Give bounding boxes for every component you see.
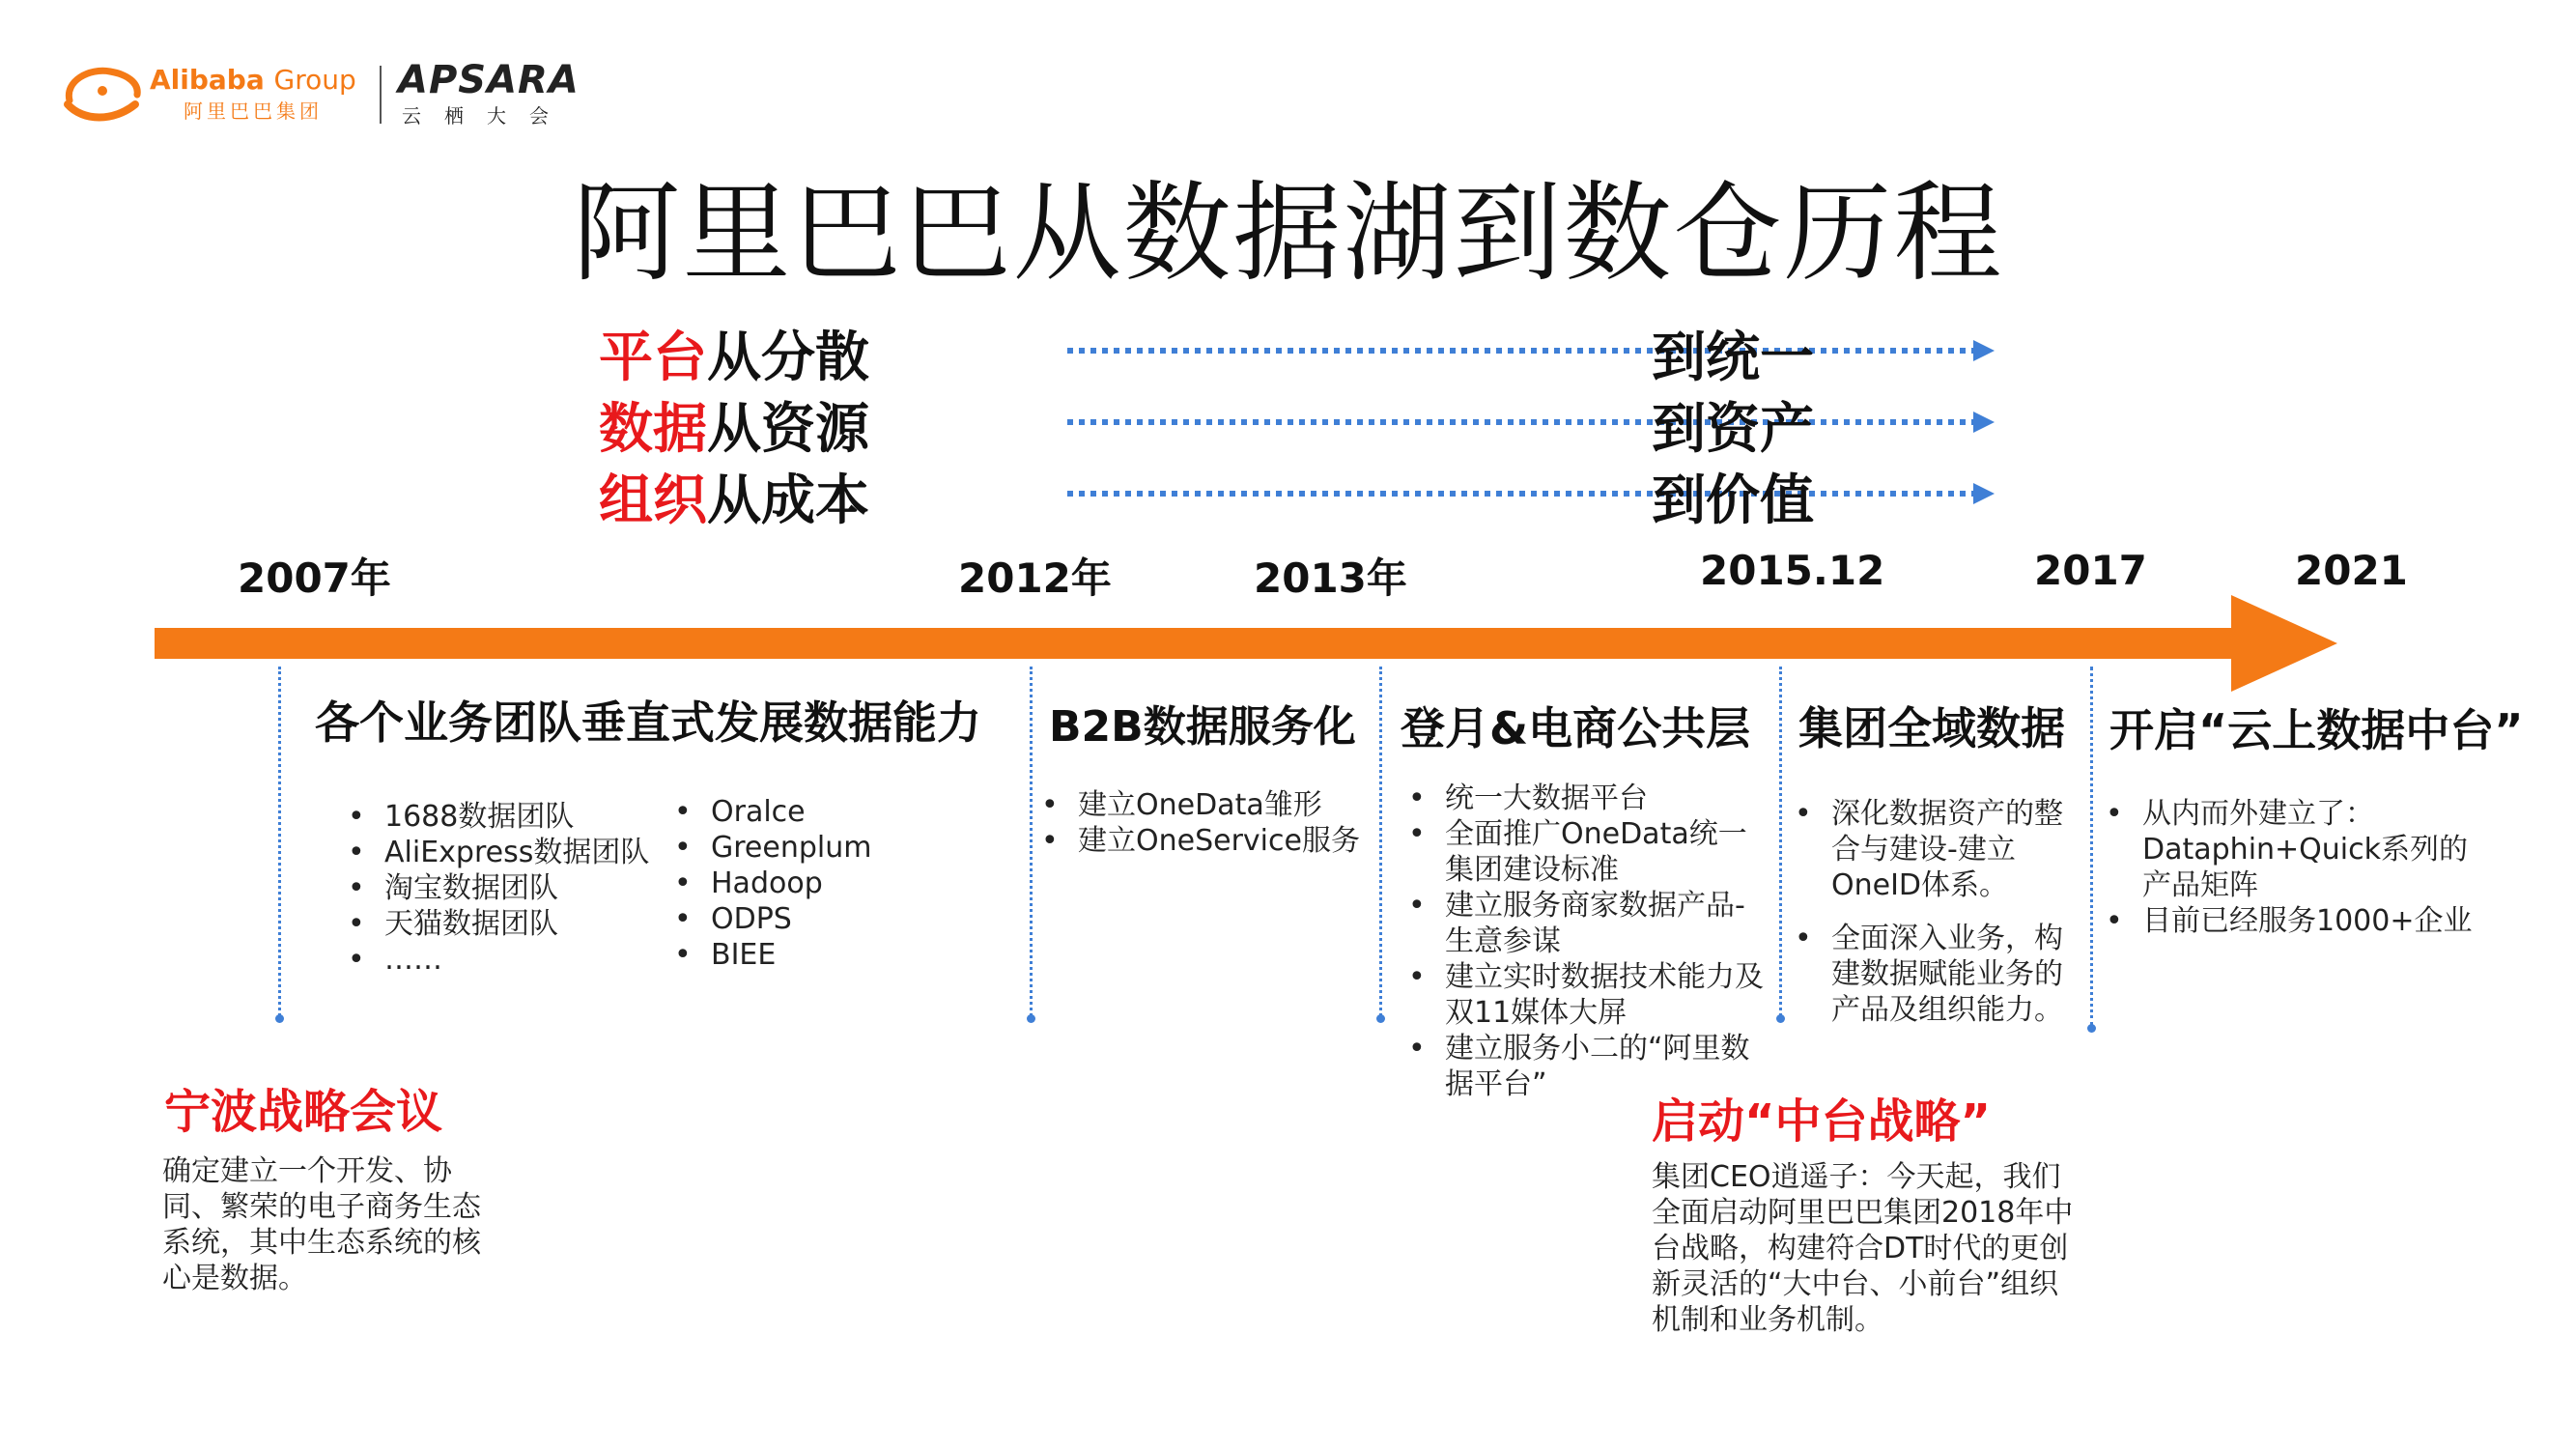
logo-divider [380, 66, 382, 124]
list-item: • 建立服务商家数据产品-生意参谋 [1408, 888, 1770, 959]
transition-row-org [599, 458, 1951, 532]
list-item: • ODPS [674, 901, 925, 937]
transition-from-text: 从分散 [707, 327, 869, 389]
transition-to: 到资产 [1652, 398, 1814, 461]
list-item: • 建立实时数据技术能力及双11媒体大屏 [1408, 959, 1770, 1031]
apsara-wordmark: APSARA [398, 58, 580, 102]
alibaba-smile-icon [60, 62, 145, 126]
event-title-ningbo: 宁波战略会议 [164, 1085, 443, 1139]
event-body-ningbo: 确定建立一个开发、协同、繁荣的电子商务生态系统，其中生态系统的核心是数据。 [162, 1154, 481, 1295]
timeline-dot [2087, 1024, 2096, 1033]
timeline-divider [2090, 667, 2093, 1026]
timeline-dot [1776, 1014, 1785, 1023]
year-label: 2015.12 [1700, 547, 1885, 594]
event-title-zhongtai: 启动“中台战略” [1652, 1094, 1992, 1149]
transition-highlight: 数据 [599, 398, 707, 461]
timeline-dot [1027, 1014, 1035, 1023]
list-item: • AliExpress数据团队 [348, 835, 657, 870]
event-body-zhongtai: 集团CEO逍遥子：今天起，我们全面启动阿里巴巴集团2018年中台战略，构建符合DT时代的更创新灵活的“大中台、小前台”组织机制和业务机制。 [1652, 1160, 2074, 1337]
team-list [348, 799, 657, 978]
alibaba-wordmark [150, 64, 356, 96]
alibaba-cn-name: 阿里巴巴集团 [184, 99, 323, 123]
transition-from [599, 458, 869, 535]
stage-heading-cloud: 开启“云上数据中台” [2109, 704, 2524, 756]
transition-row-platform [599, 315, 1951, 389]
tech-list [674, 794, 925, 973]
list-item: • Hadoop [674, 866, 925, 901]
transition-from [599, 386, 869, 464]
list-item: • 建立服务小二的“阿里数据平台” [1408, 1031, 1770, 1102]
list-item: • 天猫数据团队 [348, 906, 657, 942]
timeline-dot [1376, 1014, 1385, 1023]
year-label: 2007年 [238, 554, 391, 602]
transition-from-text: 从资源 [707, 398, 869, 461]
timeline-divider [278, 667, 281, 1016]
timeline-arrow [155, 595, 2337, 692]
list-item: • Greenplum [674, 830, 925, 866]
list-item: • …… [348, 942, 657, 978]
transition-from [599, 315, 869, 392]
cloud-list [2106, 796, 2492, 939]
transition-to: 到统一 [1652, 327, 1814, 389]
dotted-arrow-icon [1067, 479, 1995, 508]
timeline-divider [1779, 667, 1782, 1016]
stage-heading-dengyue: 登月&电商公共层 [1401, 702, 1751, 754]
list-item: • 淘宝数据团队 [348, 870, 657, 906]
group-list [1795, 796, 2084, 1028]
year-label: 2012年 [958, 554, 1112, 602]
transition-highlight: 平台 [599, 327, 707, 389]
apsara-cn-name: 云栖大会 [402, 104, 572, 128]
dotted-arrow-icon [1067, 336, 1995, 365]
list-item: • 全面深入业务，构建数据赋能业务的产品及组织能力。 [1795, 921, 2084, 1028]
stage-heading-group: 集团全域数据 [1798, 702, 2065, 754]
alibaba-group-text: Group [273, 64, 356, 96]
year-label: 2013年 [1254, 554, 1407, 602]
b2b-list [1041, 787, 1370, 859]
timeline-divider [1030, 667, 1033, 1016]
list-item: • Oralce [674, 794, 925, 830]
alibaba-brand-text: Alibaba [150, 64, 265, 96]
list-item: • 从内而外建立了：Dataphin+Quick系列的产品矩阵 [2106, 796, 2492, 903]
stage-heading-vertical: 各个业务团队垂直式发展数据能力 [315, 696, 981, 749]
list-item: • 深化数据资产的整合与建设-建立OneID体系。 [1795, 796, 2084, 903]
page-title: 阿里巴巴从数据湖到数仓历程 [572, 171, 2004, 297]
dotted-arrow-icon [1067, 408, 1995, 437]
list-item: • BIEE [674, 937, 925, 973]
list-item: • 建立OneService服务 [1041, 823, 1370, 859]
list-item: • 全面推广OneData统一集团建设标准 [1408, 816, 1770, 888]
list-item: • 统一大数据平台 [1408, 781, 1770, 816]
year-label: 2021 [2295, 547, 2408, 594]
transition-from-text: 从成本 [707, 469, 869, 532]
transition-to: 到价值 [1652, 469, 1814, 532]
transition-row-data [599, 386, 1951, 461]
dengyue-list [1408, 781, 1770, 1102]
transition-highlight: 组织 [599, 469, 707, 532]
list-item: • 1688数据团队 [348, 799, 657, 835]
year-label: 2017 [2034, 547, 2147, 594]
list-item: • 目前已经服务1000+企业 [2106, 903, 2492, 939]
stage-heading-b2b: B2B数据服务化 [1049, 702, 1356, 752]
timeline-divider [1379, 667, 1382, 1016]
list-item: • 建立OneData雏形 [1041, 787, 1370, 823]
timeline-dot [275, 1014, 284, 1023]
